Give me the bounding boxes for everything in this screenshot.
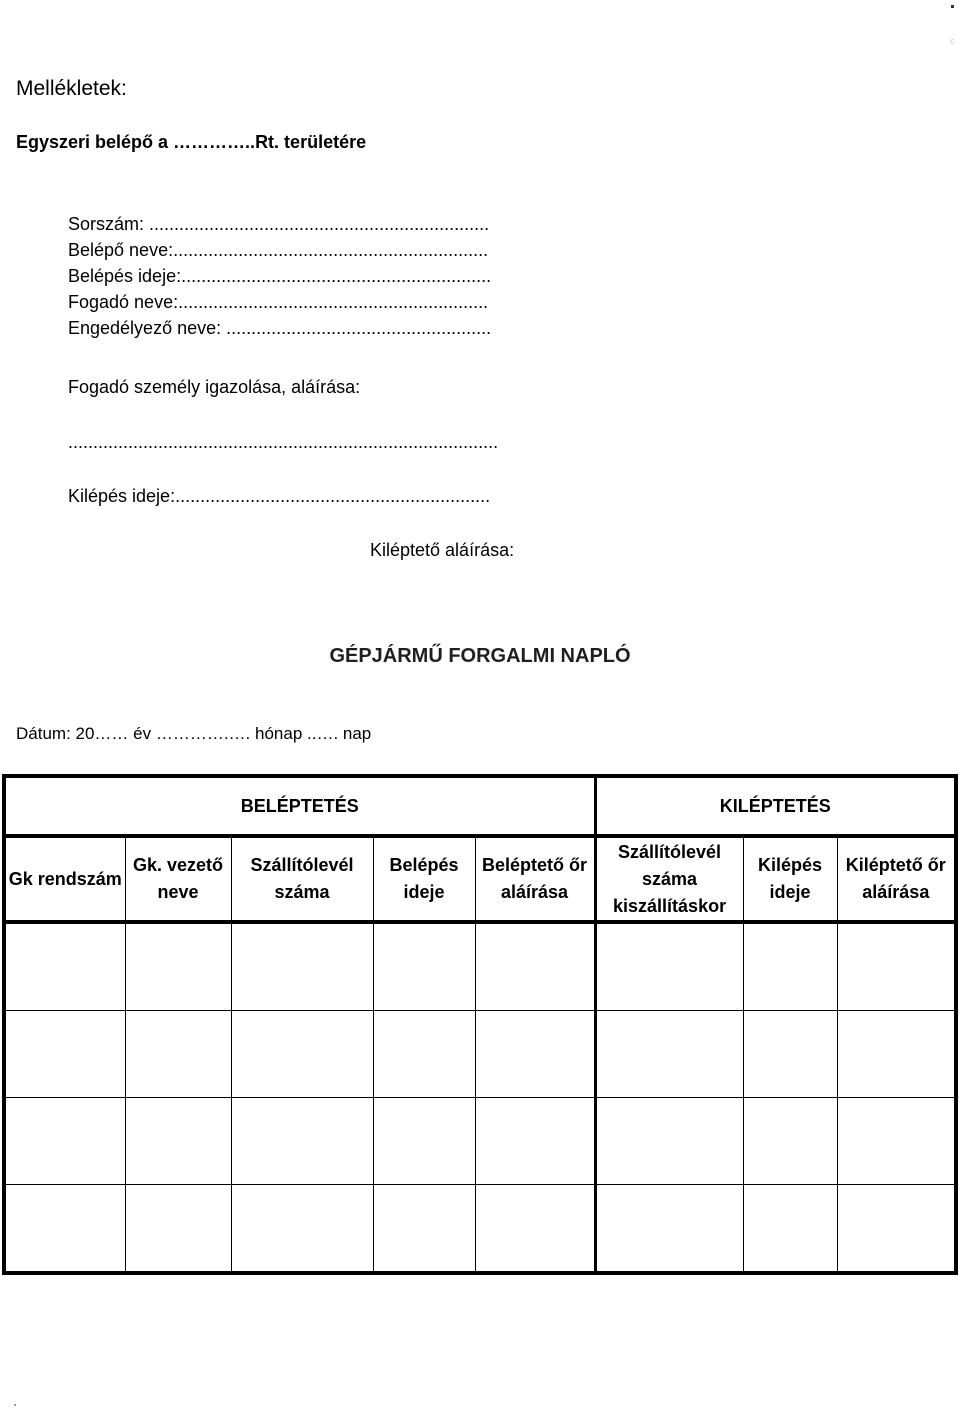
table-cell: [231, 1185, 373, 1274]
table-cell: [373, 1011, 475, 1098]
table-cell: [4, 922, 125, 1011]
table-cell: [837, 1098, 956, 1185]
col-entry-time: Belépés ideje: [373, 836, 475, 922]
table-cell: [475, 1098, 595, 1185]
col-exit-guard-signature: Kiléptető őr aláírása: [837, 836, 956, 922]
vehicle-log-table: [2, 774, 958, 1275]
vehicle-log-title: GÉPJÁRMŰ FORGALMI NAPLÓ: [329, 645, 631, 667]
corner-dot: [14, 1404, 16, 1406]
table-cell: [4, 1185, 125, 1274]
single-entry-pass-title: Egyszeri belépő a …………..Rt. területére: [16, 132, 367, 152]
corner-dot: [951, 5, 954, 8]
table-cell: [475, 1011, 595, 1098]
exit-group-header: KILÉPTETÉS: [595, 776, 956, 836]
table-cell: [743, 1185, 837, 1274]
table-row: [4, 1185, 956, 1274]
table-row: [4, 922, 956, 1011]
table-cell: [125, 1011, 231, 1098]
exit-signature-label: Kiléptető aláírása:: [370, 540, 515, 560]
table-cell: [475, 1185, 595, 1274]
table-cell: [231, 922, 373, 1011]
host-signature-line: ......................................................................................: [68, 432, 499, 452]
table-row: [4, 1098, 956, 1185]
table-cell: [475, 922, 595, 1011]
table-cell: [125, 922, 231, 1011]
date-line: Dátum: 20…… év ………….…. hónap ..…. nap: [16, 724, 372, 743]
table-cell: [837, 1011, 956, 1098]
table-row: [4, 1011, 956, 1098]
table-cell: [4, 1098, 125, 1185]
col-entry-guard-signature: Beléptető őr aláírása: [475, 836, 595, 922]
exit-time-field: Kilépés ideje:...............................................................: [68, 486, 491, 506]
attachments-heading: Mellékletek:: [16, 77, 127, 100]
table-cell: [837, 1185, 956, 1274]
col-plate-number: Gk rendszám: [4, 836, 125, 922]
visitor-name-field: Belépő neve:...............................................................: [68, 240, 489, 260]
table-cell: [231, 1098, 373, 1185]
col-driver-name: Gk. vezető neve: [125, 836, 231, 922]
serial-number-field: Sorszám: ....................................................................: [68, 214, 490, 234]
table-cell: [125, 1185, 231, 1274]
host-confirmation-label: Fogadó személy igazolása, aláírása:: [68, 377, 361, 397]
col-exit-time: Kilépés ideje: [743, 836, 837, 922]
table-cell: [743, 1098, 837, 1185]
table-cell: [743, 1011, 837, 1098]
table-cell: [373, 922, 475, 1011]
table-cell: [595, 922, 743, 1011]
table-cell: [595, 1011, 743, 1098]
table-cell: [373, 1098, 475, 1185]
host-name-field: Fogadó neve:..............................................................: [68, 292, 489, 312]
table-cell: [125, 1098, 231, 1185]
table-cell: [743, 922, 837, 1011]
table-cell: [373, 1185, 475, 1274]
col-delivery-note-number: Szállítólevél száma: [231, 836, 373, 922]
entry-time-field: Belépés ideje:..............................................................: [68, 266, 492, 286]
table-cell: [4, 1011, 125, 1098]
approver-name-field: Engedélyező neve: .....................................................: [68, 318, 492, 338]
col-exit-delivery-note-number: Szállítólevél száma kiszállításkor: [595, 836, 743, 922]
table-cell: [595, 1098, 743, 1185]
table-cell: [595, 1185, 743, 1274]
table-cell: [837, 922, 956, 1011]
entry-group-header: BELÉPTETÉS: [4, 776, 595, 836]
table-cell: [231, 1011, 373, 1098]
corner-mark: c: [950, 36, 955, 46]
